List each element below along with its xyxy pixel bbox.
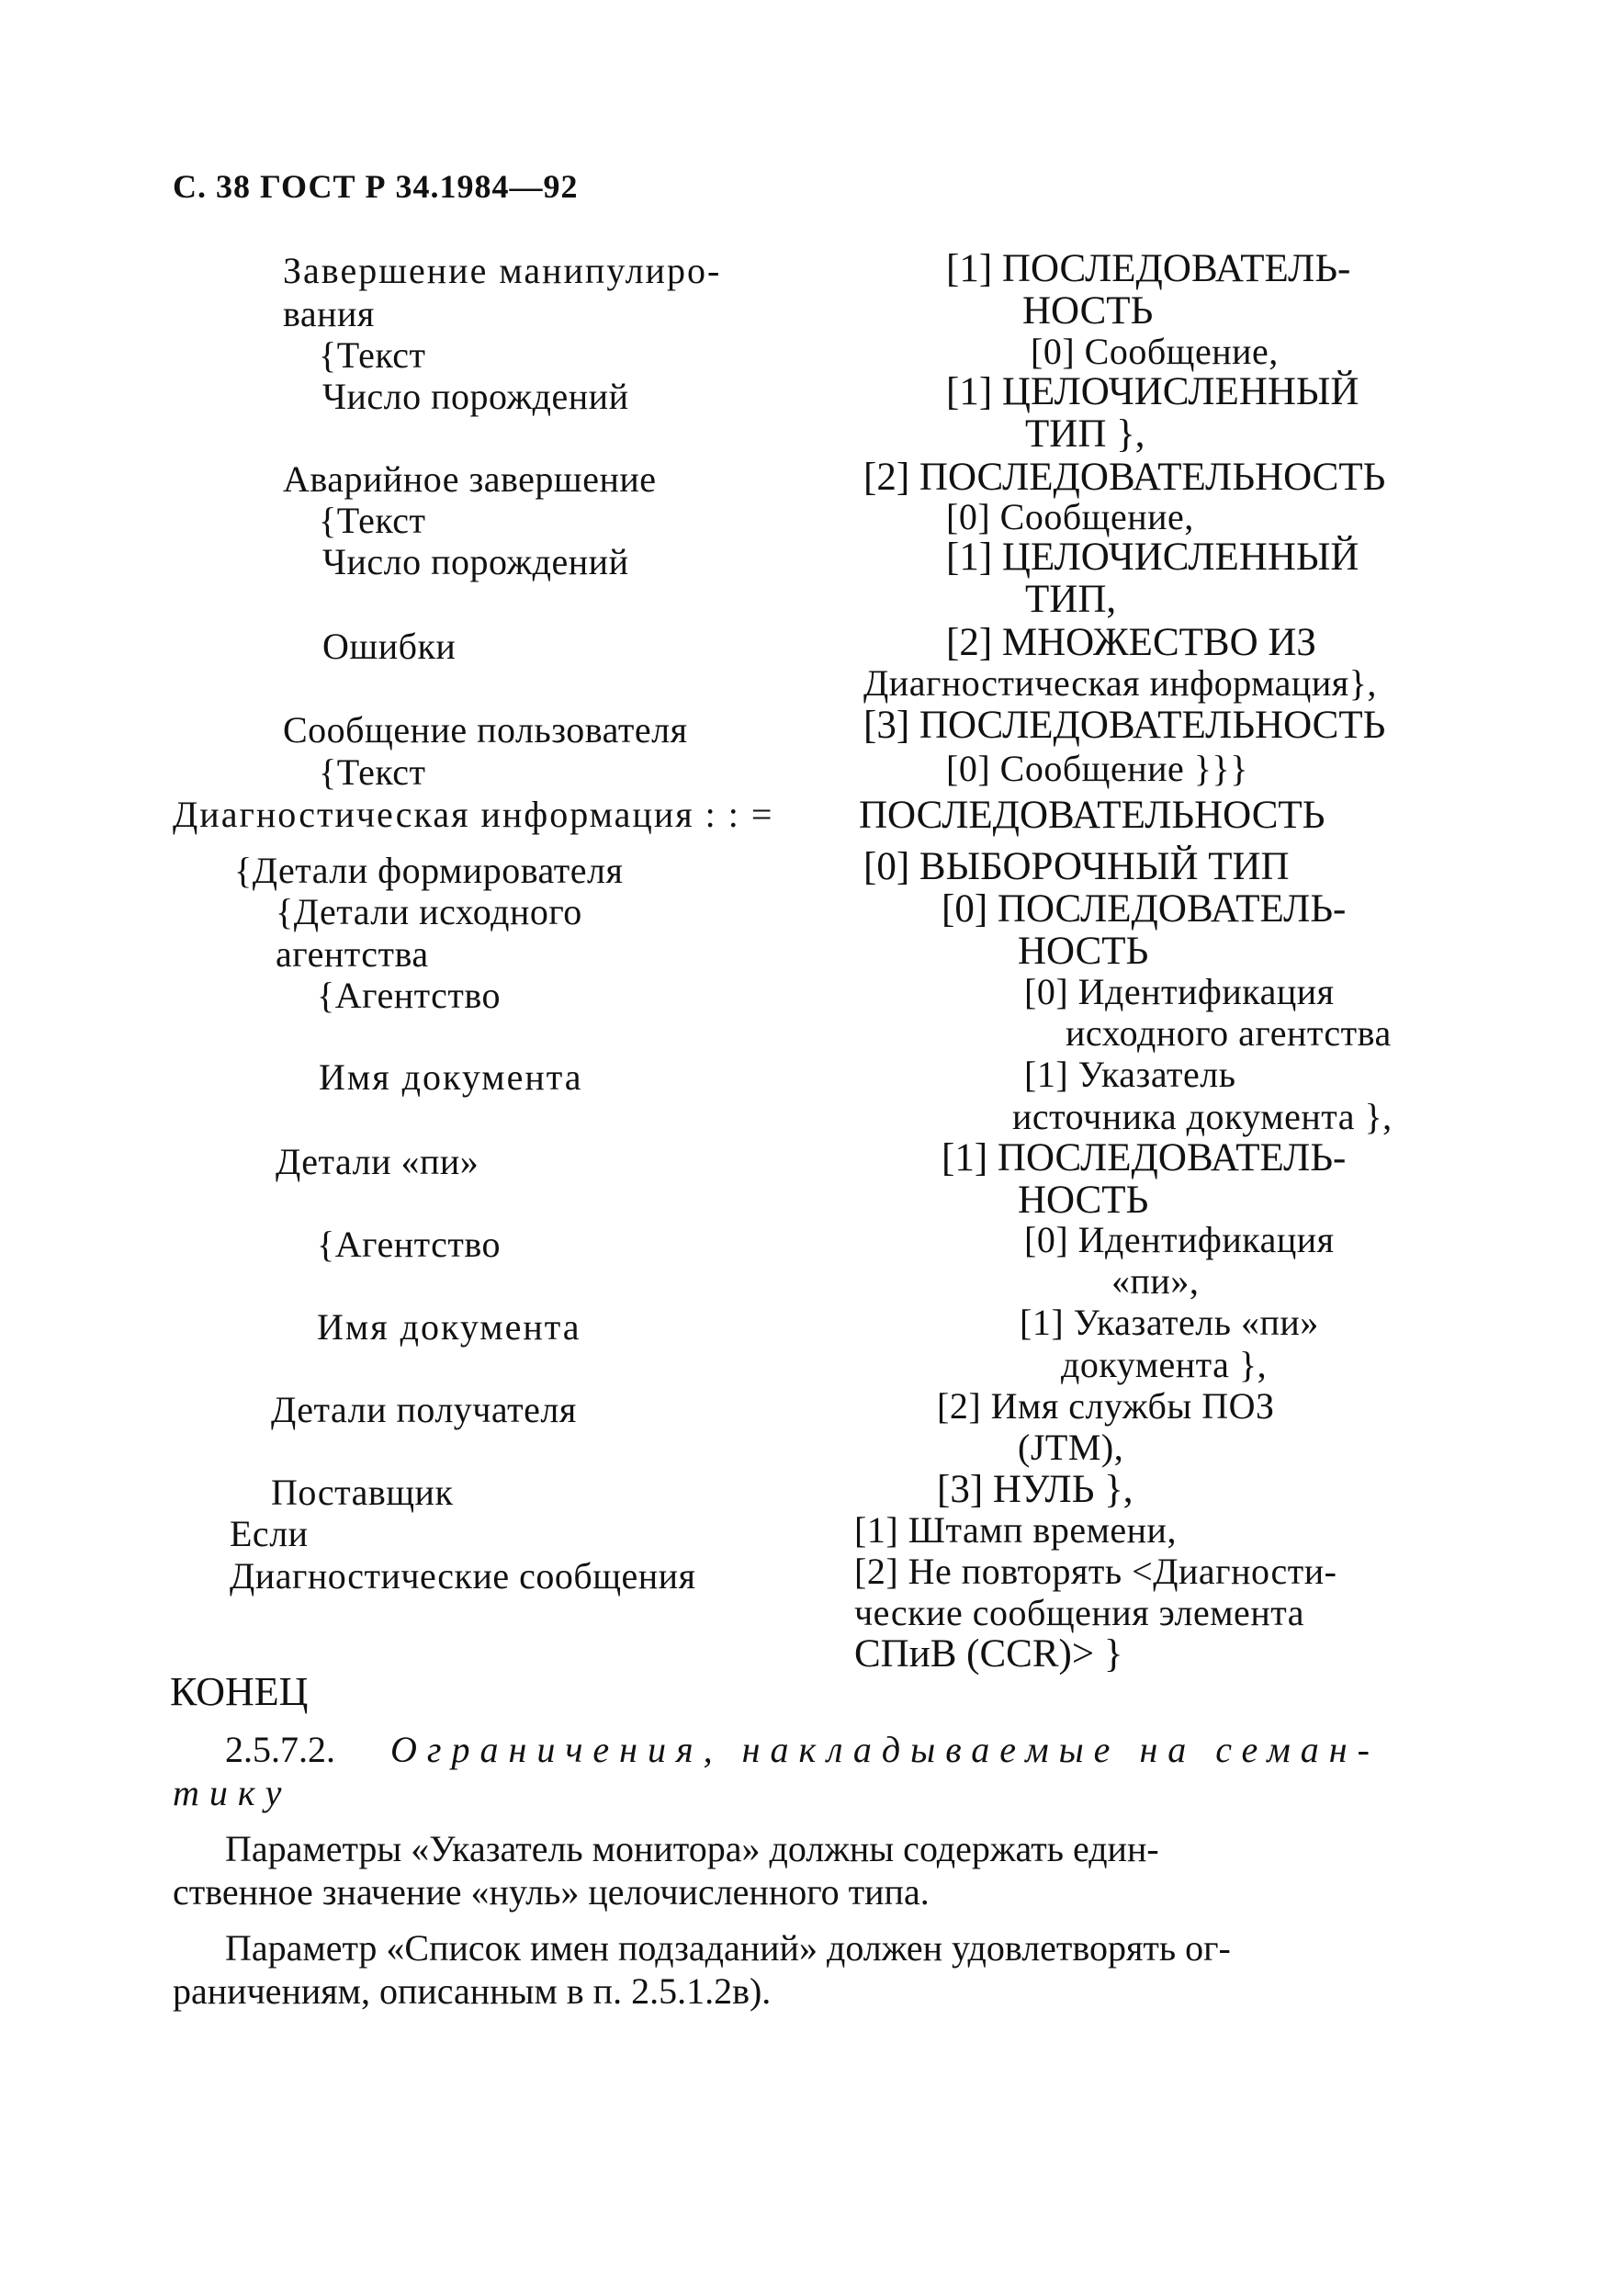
paragraph-line: Параметр «Список имен подзаданий» должен удовлетворять ог- xyxy=(225,1927,1231,1969)
right-line: [1] ЦЕЛОЧИСЛЕННЫЙ xyxy=(946,536,1359,579)
right-line: [1] ПОСЛЕДОВАТЕЛЬ- xyxy=(946,247,1351,290)
right-line: [0] Сообщение }}} xyxy=(946,748,1248,789)
left-line: агентства xyxy=(276,933,429,975)
right-line: [0] ВЫБОРОЧНЫЙ ТИП xyxy=(863,845,1290,888)
section-title: Ограничения, накладываемые на семан- xyxy=(390,1729,1380,1770)
right-line: исходного агентства xyxy=(1066,1012,1392,1054)
paragraph-line: Параметры «Указатель монитора» должны содержать един- xyxy=(225,1828,1159,1869)
left-line: Сообщение пользователя xyxy=(283,709,688,750)
left-line: Число порождений xyxy=(322,376,629,417)
left-line: Детали «пи» xyxy=(276,1141,479,1182)
right-line: [1] Указатель xyxy=(1024,1054,1236,1095)
left-line: Имя документа xyxy=(317,1306,581,1348)
right-line: [0] ПОСЛЕДОВАТЕЛЬ- xyxy=(942,887,1347,931)
section-title: тику xyxy=(173,1772,292,1813)
left-line: {Агентство xyxy=(317,975,501,1016)
left-line: Аварийное завершение xyxy=(283,458,657,500)
left-line: Диагностическая информация : : = xyxy=(173,794,774,835)
left-line: Детали получателя xyxy=(271,1389,577,1430)
right-line: НОСТЬ xyxy=(1018,930,1149,973)
page-header: С. 38 ГОСТ Р 34.1984—92 xyxy=(173,168,579,205)
right-line: НОСТЬ xyxy=(1022,289,1154,333)
left-line: {Агентство xyxy=(317,1224,501,1265)
left-line: {Детали исходного xyxy=(276,891,582,932)
right-line: Диагностическая информация}, xyxy=(863,662,1377,704)
paragraph-line: раничениям, описанным в п. 2.5.1.2в). xyxy=(173,1970,772,2012)
right-line: [2] Имя службы ПОЗ xyxy=(937,1385,1275,1427)
right-line: [3] НУЛЬ }, xyxy=(937,1468,1133,1511)
right-line: [2] МНОЖЕСТВО ИЗ xyxy=(946,621,1316,664)
right-line: ТИП, xyxy=(1025,578,1117,621)
end-keyword: КОНЕЦ xyxy=(170,1669,309,1714)
left-line: Завершение манипулиро- xyxy=(283,250,722,291)
right-line: [0] Сообщение, xyxy=(946,496,1194,537)
right-line: (JTM), xyxy=(1018,1427,1124,1468)
right-line: [1] Указатель «пи» xyxy=(1020,1302,1319,1343)
right-line: СПиВ (CCR)> } xyxy=(854,1632,1123,1676)
right-line: [1] ЦЕЛОЧИСЛЕННЫЙ xyxy=(946,370,1359,413)
right-line: ПОСЛЕДОВАТЕЛЬНОСТЬ xyxy=(859,794,1325,837)
left-line: {Детали формирователя xyxy=(234,850,624,891)
right-line: ТИП }, xyxy=(1025,412,1145,456)
right-line: [2] ПОСЛЕДОВАТЕЛЬНОСТЬ xyxy=(863,456,1386,499)
left-line: {Текст xyxy=(319,334,426,376)
right-line: ческие сообщения элемента xyxy=(854,1592,1304,1633)
left-line: Имя документа xyxy=(319,1056,583,1098)
right-line: «пи», xyxy=(1111,1260,1200,1302)
right-line: документа }, xyxy=(1061,1344,1268,1385)
left-line: {Текст xyxy=(319,500,426,541)
right-line: [0] Идентификация xyxy=(1024,1219,1335,1260)
section-number: 2.5.7.2. xyxy=(225,1729,335,1770)
right-line: источника документа }, xyxy=(1012,1096,1393,1137)
right-line: НОСТЬ xyxy=(1018,1179,1149,1222)
left-line: Число порождений xyxy=(322,541,629,582)
right-line: [1] ПОСЛЕДОВАТЕЛЬ- xyxy=(942,1136,1347,1179)
left-line: Если xyxy=(230,1513,309,1554)
right-line: [0] Идентификация xyxy=(1024,971,1335,1012)
left-line: Поставщик xyxy=(271,1472,454,1513)
left-line: {Текст xyxy=(319,751,426,793)
right-line: [3] ПОСЛЕДОВАТЕЛЬНОСТЬ xyxy=(863,704,1386,747)
right-line: [0] Сообщение, xyxy=(1031,331,1279,372)
right-line: [1] Штамп времени, xyxy=(854,1509,1177,1551)
left-line: Диагностические сообщения xyxy=(230,1555,696,1597)
left-line: вания xyxy=(283,293,375,334)
right-line: [2] Не повторять <Диагности- xyxy=(854,1551,1337,1592)
left-line: Ошибки xyxy=(322,626,457,667)
paragraph-line: ственное значение «нуль» целочисленного типа. xyxy=(173,1871,930,1913)
